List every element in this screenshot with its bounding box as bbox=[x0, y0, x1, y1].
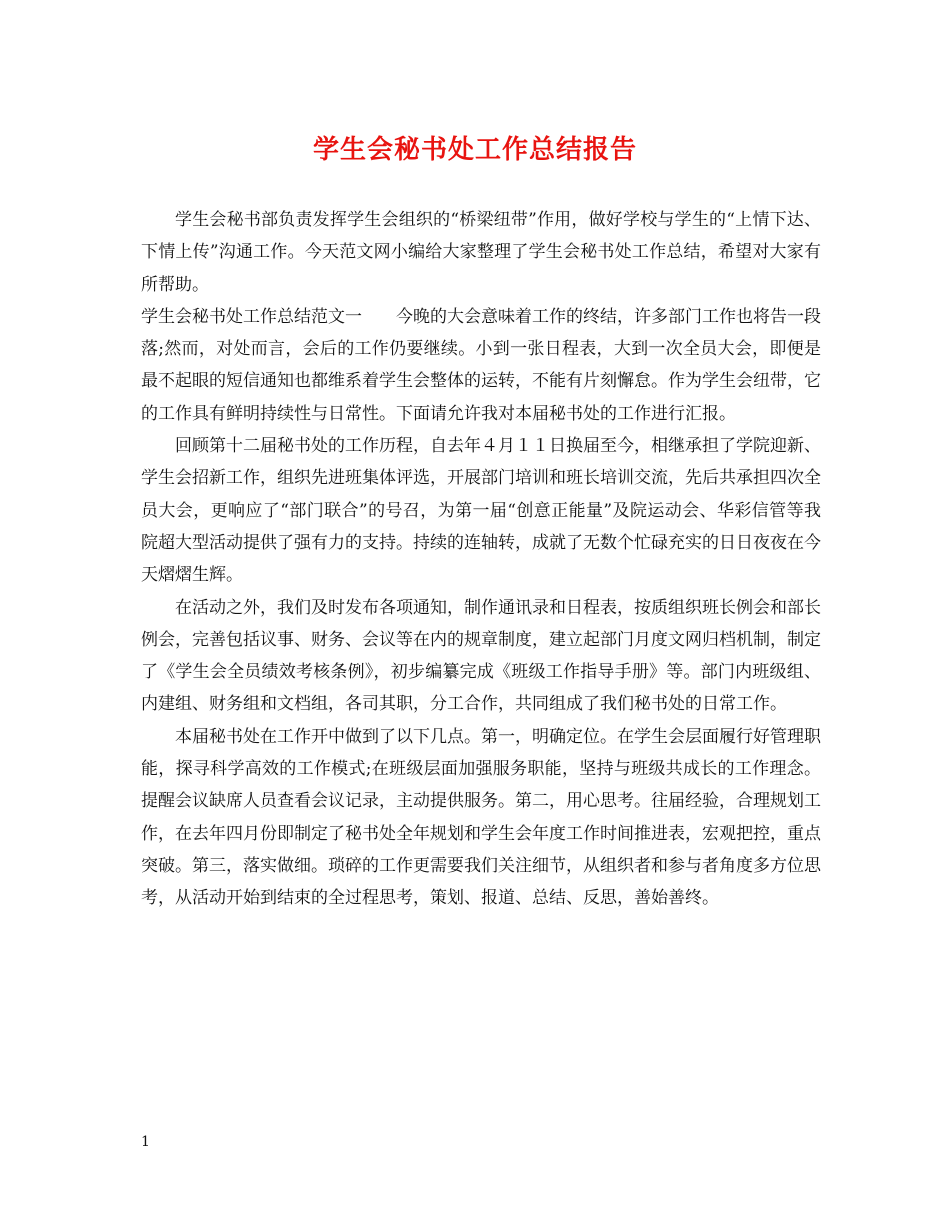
paragraph-intro: 学生会秘书部负责发挥学生会组织的“桥梁纽带”作用，做好学校与学生的“上情下达、下情上传”沟通工作。今天范文网小编给大家整理了学生会秘书处工作总结，希望对大家有所帮助。 bbox=[141, 210, 821, 295]
paragraph-achievements: 本届秘书处在工作开中做到了以下几点。第一，明确定位。在学生会层面履行好管理职能，探寻科学高效的工作模式;在班级层面加强服务职能，坚持与班级共成长的工作理念。提醒会议缺席人员查看会议记录，主动提供服务。第二，用心思考。往届经验，合理规划工作，在去年四月份即制定了秘书处全年规划和学生会年度工作时间推进表，宏观把控，重点突破。第三，落实做细。琐碎的工作更需要我们关注细节，从组织者和参与者角度多方位思考，从活动开始到结束的全过程思考，策划、报道、总结、反思，善始善终。 bbox=[141, 726, 821, 909]
paragraph-daily-work: 在活动之外，我们及时发布各项通知，制作通讯录和日程表，按质组织班长例会和部长例会，完善包括议事、财务、会议等在内的规章制度，建立起部门月度文网归档机制，制定了《学生会全员绩效考核条例》，初步编纂完成《班级工作指导手册》等。部门内班级组、内建组、财务组和文档组，各司其职，分工合作，共同组成了我们秘书处的日常工作。 bbox=[141, 597, 821, 715]
page-title: 学生会秘书处工作总结报告 bbox=[312, 135, 637, 165]
document-body bbox=[141, 204, 821, 915]
paragraph-review: 回顾第十二届秘书处的工作历程，自去年４月１１日换届至今，相继承担了学院迎新、学生会招新工作，组织先进班集体评选，开展部门培训和班长培训交流，先后共承担四次全员大会，更响应了“部门联合”的号召，为第一届“创意正能量”及院运动会、华彩信管等我院超大型活动提供了强有力的支持。持续的连轴转，成就了无数个忙碌充实的日日夜夜在今天熠熠生辉。 bbox=[141, 436, 821, 586]
page-number: 1 bbox=[141, 1134, 150, 1150]
paragraph-sample-one: 学生会秘书处工作总结范文一 今晚的大会意味着工作的终结，许多部门工作也将告一段落;然而，对处而言，会后的工作仍要继续。小到一张日程表，大到一次全员大会，即便是最不起眼的短信通知也都维系着学生会整体的运转，不能有片刻懈怠。作为学生会纽带，它的工作具有鲜明持续性与日常性。下面请允许我对本届秘书处的工作进行汇报。 bbox=[141, 306, 821, 424]
